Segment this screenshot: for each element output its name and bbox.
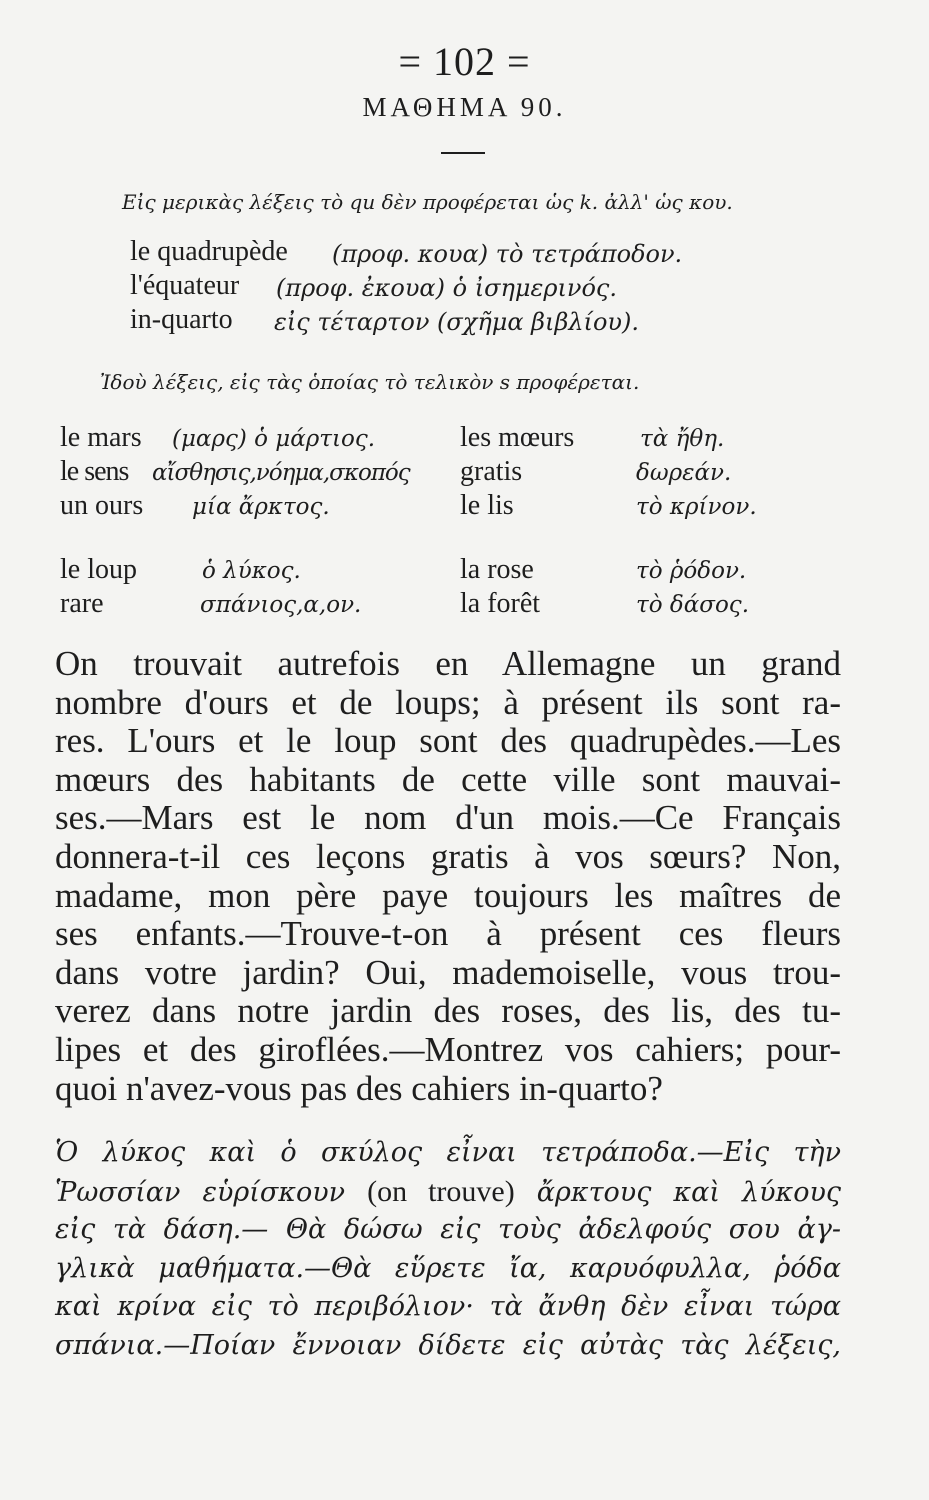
title-divider xyxy=(441,152,485,154)
greek-exercise-segment: ἄρκτους καὶ λύκους xyxy=(536,1176,841,1208)
french-exercise-line: mœurs des habitants de cette ville sont mauvai- xyxy=(55,759,841,799)
vocab-s-fr2-1: gratis xyxy=(460,456,523,487)
vocab-s-gr2-2: τὸ κρίνον. xyxy=(636,494,757,520)
vocab-qu-fr-2: in-quarto xyxy=(130,304,233,335)
french-exercise-line: ses.—Mars est le nom d'un mois.—Ce Français xyxy=(55,798,841,838)
french-exercise-line: madame, mon père paye toujours les maîtres de xyxy=(55,875,841,915)
vocab-qu-gr-0: (προφ. κουα) τὸ τετράποδον. xyxy=(332,240,683,268)
french-gloss: (on trouve) xyxy=(367,1174,515,1208)
french-exercise-line: ses enfants.—Trouve-t-on à présent ces fleurs xyxy=(55,914,841,954)
vocab-qu-fr-1: l'équateur xyxy=(130,270,240,301)
vocab-s-fr2-0: les mœurs xyxy=(460,422,575,453)
final-s-note: Ἰδοὺ λέξεις, εἰς τὰς ὁποίας τὸ τελικὸν s προφέρεται. xyxy=(100,370,640,394)
greek-exercise-line-2 xyxy=(55,1173,841,1212)
vocab-s-gr1-4: σπάνιος,α,ον. xyxy=(200,592,362,618)
vocab-s-fr2-2: le lis xyxy=(460,490,514,521)
vocab-s-fr1-4: rare xyxy=(60,588,104,619)
french-exercise-line: lipes et des giroflées.—Montrez vos cahiers; pour- xyxy=(55,1029,841,1069)
french-exercise xyxy=(55,645,841,1108)
vocab-s-fr1-1: le sens xyxy=(60,456,129,487)
vocab-qu-fr-0: le quadrupède xyxy=(130,236,288,267)
vocab-s-gr1-1: αἴσθησις,νόημα,σκοπός xyxy=(152,460,410,486)
greek-exercise-line: σπάνια.—Ποίαν ἔννοιαν δίδετε εἰς αὐτὰς τὰς λέξεις, xyxy=(55,1329,841,1361)
vocab-s-gr1-3: ὁ λύκος. xyxy=(202,558,301,584)
vocab-qu-gr-2: εἰς τέταρτον (σχῆμα βιβλίου). xyxy=(274,308,639,336)
french-exercise-line: On trouvait autrefois en Allemagne un grand xyxy=(55,644,841,683)
greek-exercise-line: εἰς τὰ δάση.— Θὰ δώσω εἰς τοὺς ἀδελφούς σου ἀγ- xyxy=(55,1214,841,1245)
vocab-s-fr1-2: un ours xyxy=(60,490,144,521)
page-number: = 102 = xyxy=(398,39,531,84)
vocab-qu-gr-1: (προφ. ἐκουα) ὁ ἰσημερινός. xyxy=(276,274,617,302)
vocab-s-gr2-0: τὰ ἤθη. xyxy=(640,426,725,452)
french-exercise-line: quoi n'avez-vous pas des cahiers in-quarto? xyxy=(55,1068,663,1108)
vocab-s-gr2-1: δωρεάν. xyxy=(636,460,732,486)
greek-exercise-line: γλικὰ μαθήματα.—Θὰ εὕρετε ἴα, καρυόφυλλα, ῥόδα xyxy=(55,1252,841,1284)
vocab-s-fr1-0: le mars xyxy=(60,422,142,453)
pronunciation-note: Εἰς μερικὰς λέξεις τὸ qu δὲν προφέρεται ὡς k. ἀλλ' ὡς κου. xyxy=(122,190,733,214)
french-exercise-line: donnera-t-il ces leçons gratis à vos sœurs? Non, xyxy=(55,836,841,876)
greek-exercise-line: καὶ κρίνα εἰς τὸ περιβόλιον· τὰ ἄνθη δὲν εἶναι τώρα xyxy=(55,1291,841,1322)
vocab-s-gr2-3: τὸ ῥόδον. xyxy=(636,558,747,584)
vocab-s-fr1-3: le loup xyxy=(60,554,137,585)
greek-exercise-line: Ὁ λύκος καὶ ὁ σκύλος εἶναι τετράποδα.—Εἰς τὴν xyxy=(55,1137,841,1168)
lesson-title: ΜΑΘΗΜΑ 90. xyxy=(362,92,567,122)
greek-exercise xyxy=(55,1134,841,1365)
french-exercise-line: verez dans notre jardin des roses, des lis, des tu- xyxy=(55,991,841,1031)
french-exercise-line: dans votre jardin? Oui, mademoiselle, vous trou- xyxy=(55,952,841,992)
vocab-s-gr1-0: (μαρς) ὁ μάρτιος. xyxy=(172,426,376,452)
vocab-s-fr2-4: la forêt xyxy=(460,588,541,619)
french-exercise-line: res. L'ours et le loup sont des quadrupèdes.—Les xyxy=(55,721,841,761)
greek-exercise-segment: Ῥωσσίαν εὑρίσκουν xyxy=(55,1176,346,1208)
vocab-s-gr1-2: μία ἄρκτος. xyxy=(192,494,330,520)
french-exercise-line: nombre d'ours et de loups; à présent ils sont ra- xyxy=(55,682,841,722)
vocab-s-fr2-3: la rose xyxy=(460,554,534,585)
vocab-s-gr2-4: τὸ δάσος. xyxy=(636,592,750,618)
